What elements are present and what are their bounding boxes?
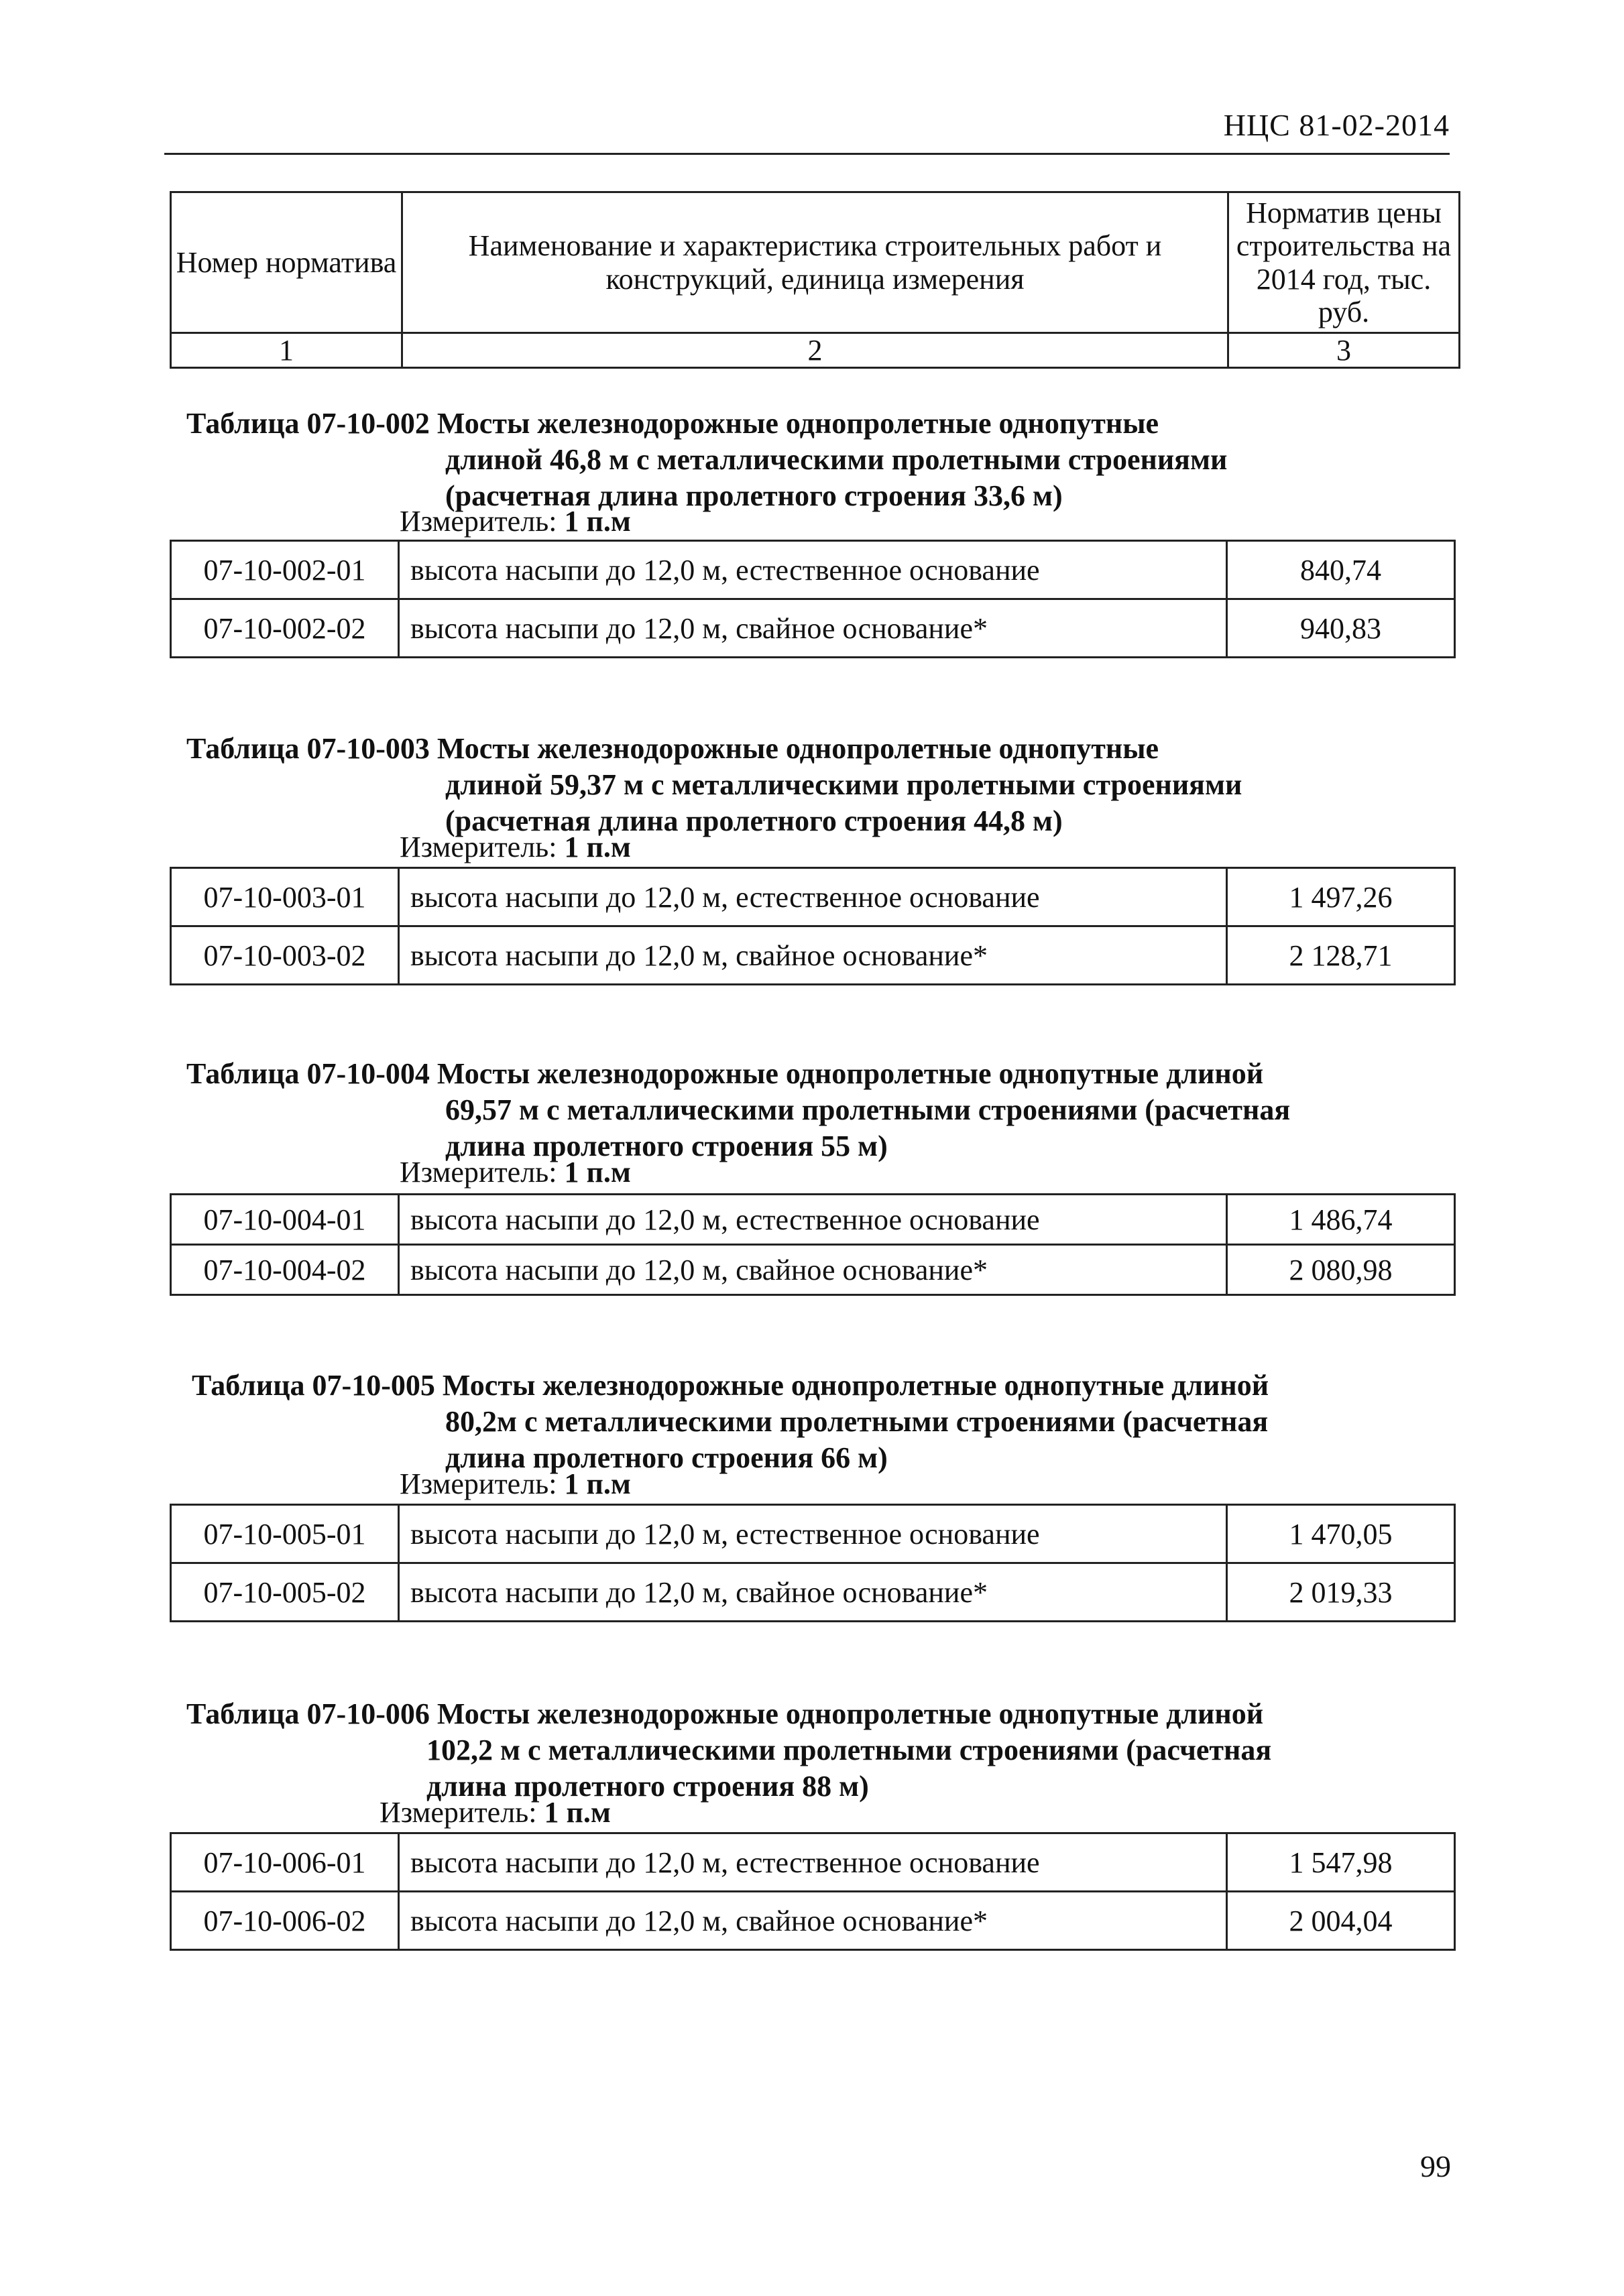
unit-of-measure [380,1795,611,1829]
header-col-price: Норматив цены строительства на 2014 год, тыс. руб. [1228,192,1460,333]
table-row [171,541,1455,599]
table-row [171,1563,1455,1622]
meter-unit: 1 п.м [564,505,631,538]
price-table [170,867,1456,985]
price-table [170,1504,1456,1622]
header-divider [164,153,1450,155]
norm-description: высота насыпи до 12,0 м, свайное основание* [399,599,1227,658]
table-row [171,599,1455,658]
table-row [171,1505,1455,1563]
norm-code: 07-10-006-01 [171,1833,399,1892]
section-title [186,1696,1271,1805]
meter-label: Измеритель: [400,505,557,538]
meter-label: Измеритель: [400,831,557,863]
section-title-line-2: длиной 59,37 м с металлическими пролетными строениями [445,768,1242,801]
section-title-line-1: Таблица 07-10-002 Мосты железнодорожные однопролетные однопутные [186,407,1159,440]
table-row [171,1245,1455,1295]
norm-code: 07-10-005-02 [171,1563,399,1622]
norm-code: 07-10-004-02 [171,1245,399,1295]
column-header-table [170,191,1460,369]
meter-unit: 1 п.м [564,831,631,863]
norm-price: 1 547,98 [1227,1833,1455,1892]
meter-unit: 1 п.м [564,1156,631,1189]
section-title [186,1056,1290,1164]
norm-description: высота насыпи до 12,0 м, свайное основание* [399,1892,1227,1950]
section-title-line-3: длина пролетного строения 88 м) [426,1770,869,1803]
norm-description: высота насыпи до 12,0 м, естественное основание [399,1195,1227,1245]
section-title-line-1: Таблица 07-10-005 Мосты железнодорожные однопролетные однопутные длиной [192,1369,1269,1402]
norm-description: высота насыпи до 12,0 м, естественное основание [399,868,1227,926]
section-title-line-2: 102,2 м с металлическими пролетными строениями (расчетная [426,1734,1272,1766]
price-table [170,540,1456,658]
section-title [186,406,1227,514]
norm-code: 07-10-003-01 [171,868,399,926]
norm-price: 2 004,04 [1227,1892,1455,1950]
meter-unit: 1 п.м [544,1796,611,1829]
section-title-line-3: (расчетная длина пролетного строения 33,6 м) [445,479,1063,512]
header-col-number: Номер норматива [171,192,402,333]
table-row [171,1195,1455,1245]
table-row [171,926,1455,985]
document-code: НЦС 81-02-2014 [1223,108,1450,142]
norm-price: 940,83 [1227,599,1455,658]
section-title-line-2: длиной 46,8 м с металлическими пролетными строениями [445,443,1228,476]
unit-of-measure [400,830,631,864]
section-title-line-2: 69,57 м с металлическими пролетными строениями (расчетная [445,1093,1291,1126]
section-title-line-1: Таблица 07-10-004 Мосты железнодорожные однопролетные однопутные длиной [186,1057,1264,1090]
meter-label: Измеритель: [400,1156,557,1189]
price-table [170,1193,1456,1296]
section-title [192,1368,1269,1476]
norm-code: 07-10-005-01 [171,1505,399,1563]
page-number: 99 [1420,2149,1451,2183]
norm-description: высота насыпи до 12,0 м, свайное основание* [399,926,1227,985]
header-num-3: 3 [1228,333,1460,368]
norm-code: 07-10-002-01 [171,541,399,599]
norm-description: высота насыпи до 12,0 м, естественное основание [399,541,1227,599]
section-title-line-3: длина пролетного строения 66 м) [445,1441,888,1474]
table-row [171,1833,1455,1892]
norm-price: 2 080,98 [1227,1245,1455,1295]
section-title-line-3: длина пролетного строения 55 м) [445,1130,888,1162]
norm-price: 1 470,05 [1227,1505,1455,1563]
norm-price: 2 128,71 [1227,926,1455,985]
section-title [186,731,1242,839]
table-row [171,1892,1455,1950]
header-num-1: 1 [171,333,402,368]
norm-code: 07-10-003-02 [171,926,399,985]
section-title-line-2: 80,2м с металлическими пролетными строениями (расчетная [445,1405,1269,1438]
norm-code: 07-10-002-02 [171,599,399,658]
norm-description: высота насыпи до 12,0 м, свайное основание* [399,1563,1227,1622]
norm-price: 2 019,33 [1227,1563,1455,1622]
norm-price: 1 486,74 [1227,1195,1455,1245]
meter-unit: 1 п.м [564,1467,631,1500]
section-title-line-3: (расчетная длина пролетного строения 44,8 м) [445,804,1063,837]
unit-of-measure [400,1467,631,1501]
header-num-2: 2 [402,333,1228,368]
section-title-line-1: Таблица 07-10-006 Мосты железнодорожные однопролетные однопутные длиной [186,1697,1264,1730]
norm-code: 07-10-006-02 [171,1892,399,1950]
norm-code: 07-10-004-01 [171,1195,399,1245]
table-row [171,868,1455,926]
meter-label: Измеритель: [400,1467,557,1500]
norm-description: высота насыпи до 12,0 м, естественное основание [399,1505,1227,1563]
price-table [170,1832,1456,1951]
norm-description: высота насыпи до 12,0 м, свайное основание* [399,1245,1227,1295]
header-col-description: Наименование и характеристика строительных работ и конструкций, единица измерения [402,192,1228,333]
section-title-line-1: Таблица 07-10-003 Мосты железнодорожные однопролетные однопутные [186,732,1159,765]
meter-label: Измеритель: [380,1796,537,1829]
norm-price: 1 497,26 [1227,868,1455,926]
unit-of-measure [400,1155,631,1189]
norm-description: высота насыпи до 12,0 м, естественное основание [399,1833,1227,1892]
norm-price: 840,74 [1227,541,1455,599]
unit-of-measure [400,504,631,538]
